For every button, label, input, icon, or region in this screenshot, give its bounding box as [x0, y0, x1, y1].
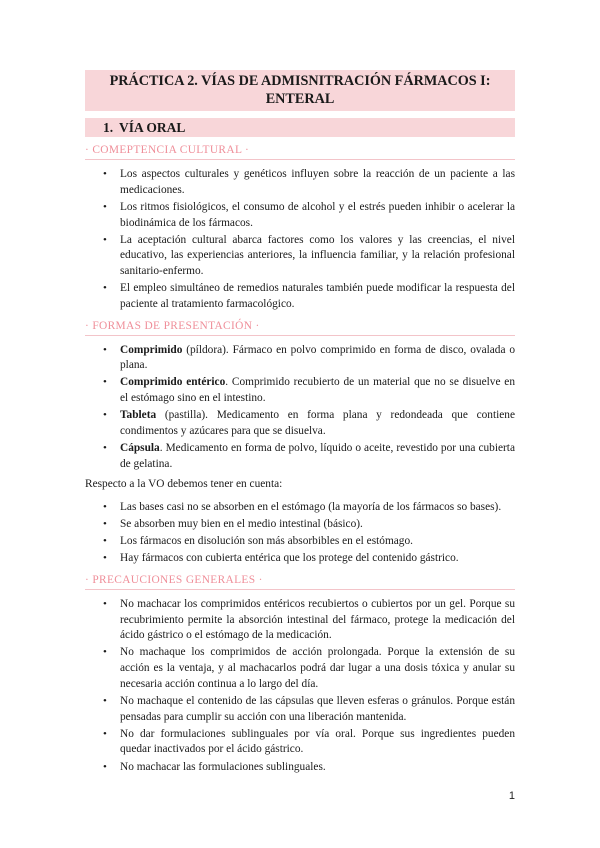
- term-capsula: Cápsula: [120, 441, 160, 454]
- bullet-icon: •: [103, 409, 107, 422]
- bullet-icon: •: [103, 597, 107, 610]
- bullet-icon: •: [103, 760, 107, 773]
- list-item: • Comprimido (píldora). Fármaco en polvo comprimido en forma de disco, ovalada o plana.: [103, 343, 515, 372]
- section-label: VÍA ORAL: [119, 120, 186, 135]
- term-tableta: Tableta: [120, 409, 157, 422]
- list-item: • Cápsula. Medicamento en forma de polvo, líquido o aceite, revestido por una cubierta de gelatina.: [103, 441, 515, 470]
- list-item: • No dar formulaciones sublinguales por vía oral. Porque sus ingredientes pueden quedar inactivados por el ácido gástrico.: [103, 727, 515, 756]
- term-comprimido: Comprimido: [120, 343, 183, 356]
- list-item: • Los ritmos fisiológicos, el consumo de alcohol y el estrés pueden inhibir o acelerar la biodinámica de los fármacos.: [103, 200, 515, 229]
- list-item: • Tableta (pastilla). Medicamento en forma plana y redondeada que contiene condimentos y azúcares para que se disuelva.: [103, 409, 515, 437]
- precauciones-list: [85, 597, 515, 775]
- title-line-1: PRÁCTICA 2. VÍAS DE ADMISNITRACIÓN FÁRMACOS I:: [109, 73, 491, 89]
- bullet-icon: •: [103, 233, 107, 246]
- list-item: • Las bases casi no se absorben en el estómago (la mayoría de los fármacos so bases).: [85, 500, 515, 516]
- document-title: [85, 70, 515, 111]
- bullet-icon: •: [103, 727, 107, 740]
- bullet-icon: •: [103, 376, 107, 389]
- list-item: • No machacar las formulaciones sublinguales.: [85, 760, 515, 776]
- list-item: • Los fármacos en disolución son más absorbibles en el estómago.: [85, 534, 515, 550]
- list-item: • Los aspectos culturales y genéticos influyen sobre la reacción de un paciente a las medicaciones.: [103, 168, 515, 196]
- subheading-competencia-cultural: · COMEPTENCIA CULTURAL ·: [85, 142, 515, 160]
- bullet-icon: •: [103, 168, 107, 180]
- section-heading-via-oral: [85, 118, 515, 137]
- bullet-icon: •: [103, 535, 107, 548]
- list-item: • La aceptación cultural abarca factores como los valores y las creencias, el nivel educativo, las experiencias anteriores, la influencia familiar, y la relación profesional sanitario-enfermo.: [103, 233, 515, 277]
- bullet-icon: •: [103, 282, 107, 295]
- subheading-precauciones-generales: · PRECAUCIONES GENERALES ·: [85, 572, 515, 590]
- bullet-icon: •: [103, 501, 107, 513]
- list-item: • El empleo simultáneo de remedios naturales también puede modificar la respuesta del paciente al tratamiento farmacológico.: [103, 282, 515, 310]
- list-item: • No machacar los comprimidos entéricos recubiertos o cubiertos por un gel. Porque su recubrimiento permite la absorción intestinal del fármaco, protege la medicación del ácido gástrico o el estómago de la medicación.: [103, 597, 515, 642]
- bullet-icon: •: [103, 343, 107, 356]
- section-number: 1.: [103, 120, 114, 135]
- list-item: • Hay fármacos con cubierta entérica que los protege del contenido gástrico.: [85, 551, 515, 567]
- list-item: • No machaque los comprimidos de acción prolongada. Porque la extensión de su acción es la ventaja, y al machacarlos podrá dar lugar a una dosis tóxica y anular su necesaria acción continua a lo largo del día.: [103, 646, 515, 690]
- list-item: • Se absorben muy bien en el medio intestinal (básico).: [85, 517, 515, 533]
- bullet-icon: •: [103, 200, 107, 213]
- bullet-icon: •: [103, 694, 107, 707]
- subheading-formas-presentacion: · FORMAS DE PRESENTACIÓN ·: [85, 318, 515, 336]
- list-item: • No machaque el contenido de las cápsulas que lleven esferas o gránulos. Porque están pensadas para cumplir su acción con una liberación mantenida.: [103, 694, 515, 723]
- title-line-2: ENTERAL: [265, 91, 335, 107]
- term-comprimido-enterico: Comprimido entérico: [120, 376, 226, 389]
- respecto-list: [85, 500, 515, 567]
- competencia-list: [85, 167, 515, 313]
- bullet-icon: •: [103, 552, 107, 565]
- bullet-icon: •: [103, 518, 107, 531]
- respecto-intro: Respecto a la VO debemos tener en cuenta:: [85, 478, 283, 491]
- page-number: 1: [508, 790, 515, 802]
- list-item: • Comprimido entérico. Comprimido recubierto de un material que no se disuelve en el estómago sino en el intestino.: [103, 376, 515, 404]
- document-page: [85, 70, 515, 780]
- formas-list: [85, 343, 515, 473]
- bullet-icon: •: [103, 441, 107, 454]
- bullet-icon: •: [103, 646, 107, 659]
